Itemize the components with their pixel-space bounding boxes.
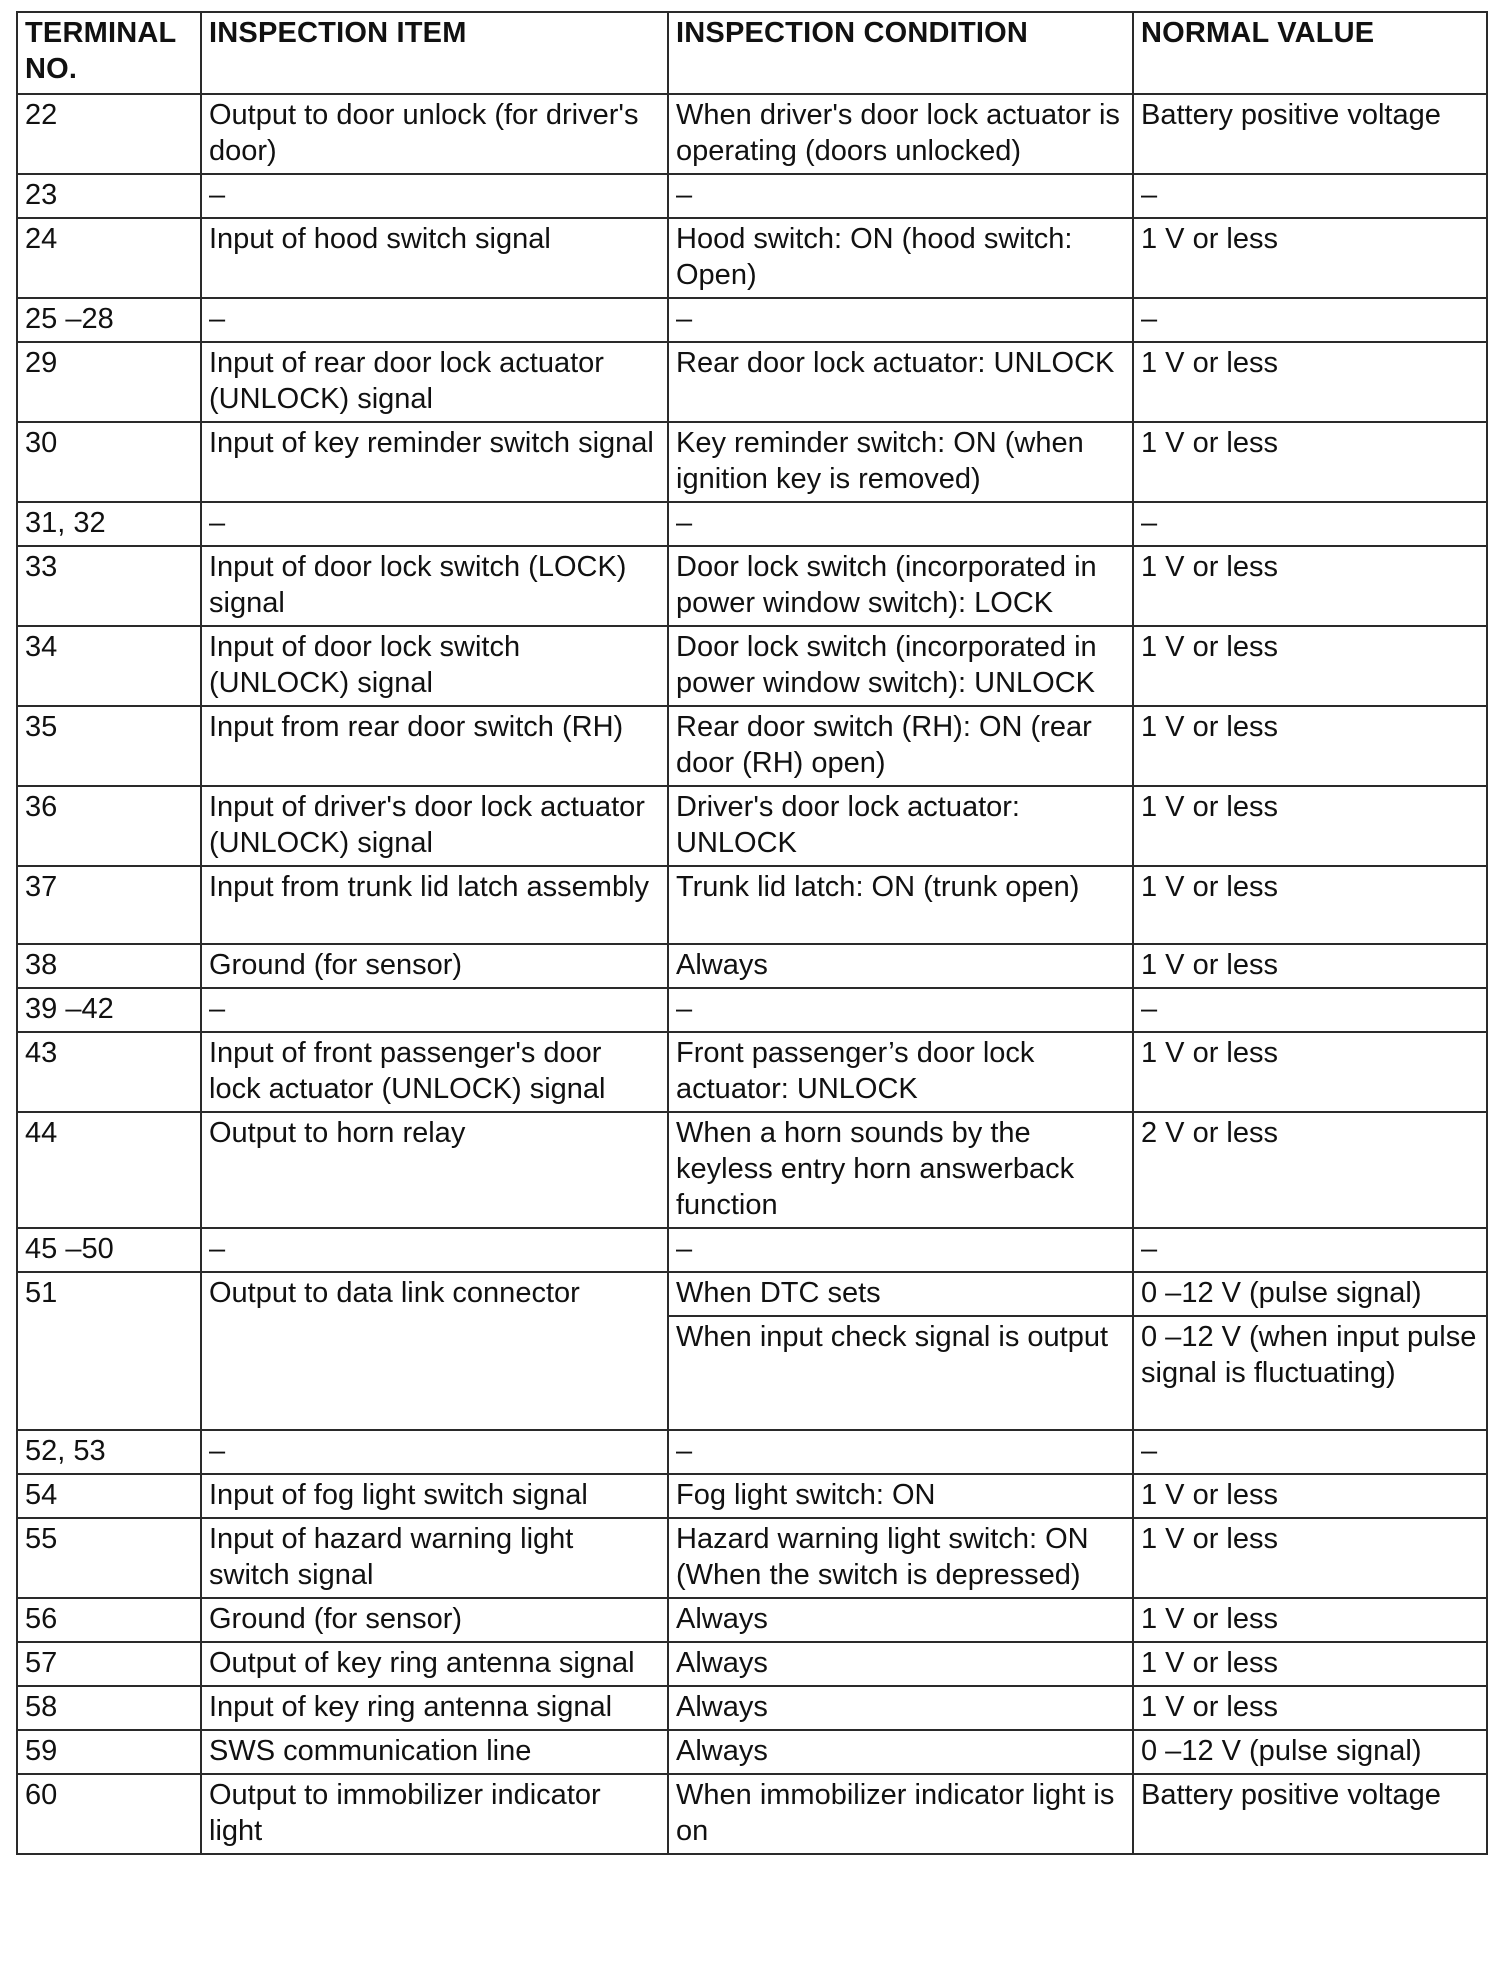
header-inspection-item: INSPECTION ITEM [201, 12, 668, 94]
table-row [17, 342, 1487, 422]
table-row [17, 546, 1487, 626]
terminal-no-cell: 45 –50 [17, 1228, 201, 1272]
terminal-no-cell: 33 [17, 546, 201, 626]
normal-value-cell: 1 V or less [1133, 1642, 1487, 1686]
normal-value-cell: – [1133, 1228, 1487, 1272]
terminal-inspection-table [16, 11, 1488, 1855]
normal-value-cell: – [1133, 174, 1487, 218]
normal-value-cell: 0 –12 V (pulse signal) [1133, 1272, 1487, 1316]
normal-value-cell: 1 V or less [1133, 1686, 1487, 1730]
table-row [17, 1474, 1487, 1518]
terminal-no-cell: 60 [17, 1774, 201, 1854]
normal-value-cell: 1 V or less [1133, 1032, 1487, 1112]
inspection-condition-cell: Hazard warning light switch: ON (When the switch is depressed) [668, 1518, 1133, 1598]
inspection-item-cell: – [201, 1430, 668, 1474]
terminal-no-cell: 23 [17, 174, 201, 218]
inspection-item-cell: Input of key ring antenna signal [201, 1686, 668, 1730]
inspection-condition-cell: Always [668, 1642, 1133, 1686]
terminal-no-cell: 43 [17, 1032, 201, 1112]
header-terminal-no: TERMINAL NO. [17, 12, 201, 94]
table-row [17, 1598, 1487, 1642]
table-row [17, 94, 1487, 174]
inspection-item-cell: Input of rear door lock actuator (UNLOCK) signal [201, 342, 668, 422]
table-row [17, 1112, 1487, 1228]
normal-value-cell: 1 V or less [1133, 422, 1487, 502]
inspection-item-cell: – [201, 1228, 668, 1272]
normal-value-cell: 1 V or less [1133, 944, 1487, 988]
inspection-item-cell: Input from rear door switch (RH) [201, 706, 668, 786]
inspection-item-cell: Output of key ring antenna signal [201, 1642, 668, 1686]
inspection-item-cell: – [201, 298, 668, 342]
normal-value-cell: 1 V or less [1133, 626, 1487, 706]
inspection-condition-cell: – [668, 988, 1133, 1032]
inspection-condition-cell: Always [668, 1686, 1133, 1730]
normal-value-cell: 1 V or less [1133, 342, 1487, 422]
inspection-condition-cell: When driver's door lock actuator is operating (doors unlocked) [668, 94, 1133, 174]
terminal-no-cell: 44 [17, 1112, 201, 1228]
table-row [17, 706, 1487, 786]
table-row [17, 218, 1487, 298]
table-row [17, 1272, 1487, 1316]
inspection-item-cell: – [201, 988, 668, 1032]
normal-value-cell: – [1133, 988, 1487, 1032]
table-body [17, 94, 1487, 1854]
inspection-condition-cell: Rear door switch (RH): ON (rear door (RH) open) [668, 706, 1133, 786]
inspection-condition-cell: – [668, 174, 1133, 218]
table-row [17, 1032, 1487, 1112]
inspection-condition-cell: Always [668, 1598, 1133, 1642]
normal-value-cell: 1 V or less [1133, 786, 1487, 866]
inspection-item-cell: Input of hazard warning light switch signal [201, 1518, 668, 1598]
inspection-condition-cell: Trunk lid latch: ON (trunk open) [668, 866, 1133, 944]
terminal-no-cell: 25 –28 [17, 298, 201, 342]
terminal-no-cell: 22 [17, 94, 201, 174]
normal-value-cell: 1 V or less [1133, 218, 1487, 298]
normal-value-cell: Battery positive voltage [1133, 1774, 1487, 1854]
terminal-no-cell: 37 [17, 866, 201, 944]
table-row [17, 944, 1487, 988]
terminal-no-cell: 29 [17, 342, 201, 422]
terminal-no-cell: 56 [17, 1598, 201, 1642]
inspection-condition-cell: When input check signal is output [668, 1316, 1133, 1430]
inspection-item-cell: Input of door lock switch (UNLOCK) signal [201, 626, 668, 706]
inspection-item-cell: Ground (for sensor) [201, 1598, 668, 1642]
inspection-condition-cell: – [668, 298, 1133, 342]
inspection-condition-cell: When DTC sets [668, 1272, 1133, 1316]
table-row [17, 1774, 1487, 1854]
inspection-item-cell: Input of key reminder switch signal [201, 422, 668, 502]
table-row [17, 786, 1487, 866]
inspection-condition-cell: Always [668, 1730, 1133, 1774]
table-row [17, 174, 1487, 218]
inspection-condition-cell: Hood switch: ON (hood switch: Open) [668, 218, 1133, 298]
table-row [17, 1228, 1487, 1272]
inspection-condition-cell: Fog light switch: ON [668, 1474, 1133, 1518]
table-row [17, 298, 1487, 342]
terminal-no-cell: 55 [17, 1518, 201, 1598]
normal-value-cell: Battery positive voltage [1133, 94, 1487, 174]
inspection-condition-cell: Door lock switch (incorporated in power window switch): LOCK [668, 546, 1133, 626]
inspection-item-cell: Output to horn relay [201, 1112, 668, 1228]
table-row [17, 626, 1487, 706]
table-row [17, 866, 1487, 944]
normal-value-cell: 1 V or less [1133, 1598, 1487, 1642]
terminal-no-cell: 51 [17, 1272, 201, 1430]
inspection-condition-cell: Key reminder switch: ON (when ignition key is removed) [668, 422, 1133, 502]
inspection-item-cell: Output to data link connector [201, 1272, 668, 1430]
inspection-item-cell: – [201, 502, 668, 546]
header-row [17, 12, 1487, 94]
table-row [17, 1642, 1487, 1686]
table-row [17, 988, 1487, 1032]
table-row [17, 1730, 1487, 1774]
table-row [17, 1686, 1487, 1730]
inspection-condition-cell: Driver's door lock actuator: UNLOCK [668, 786, 1133, 866]
terminal-no-cell: 30 [17, 422, 201, 502]
normal-value-cell: 1 V or less [1133, 1518, 1487, 1598]
inspection-item-cell: Input of door lock switch (LOCK) signal [201, 546, 668, 626]
normal-value-cell: – [1133, 298, 1487, 342]
terminal-no-cell: 34 [17, 626, 201, 706]
terminal-no-cell: 54 [17, 1474, 201, 1518]
normal-value-cell: 1 V or less [1133, 706, 1487, 786]
terminal-no-cell: 39 –42 [17, 988, 201, 1032]
terminal-no-cell: 38 [17, 944, 201, 988]
table-row [17, 502, 1487, 546]
normal-value-cell: – [1133, 1430, 1487, 1474]
document-page [16, 11, 1486, 1855]
terminal-no-cell: 59 [17, 1730, 201, 1774]
header-normal-value: NORMAL VALUE [1133, 12, 1487, 94]
inspection-condition-cell: Always [668, 944, 1133, 988]
terminal-no-cell: 31, 32 [17, 502, 201, 546]
inspection-condition-cell: When a horn sounds by the keyless entry horn answerback function [668, 1112, 1133, 1228]
table-row [17, 1430, 1487, 1474]
header-inspection-condition: INSPECTION CONDITION [668, 12, 1133, 94]
terminal-no-cell: 57 [17, 1642, 201, 1686]
inspection-item-cell: SWS communication line [201, 1730, 668, 1774]
inspection-item-cell: Output to immobilizer indicator light [201, 1774, 668, 1854]
inspection-item-cell: Input from trunk lid latch assembly [201, 866, 668, 944]
normal-value-cell: 1 V or less [1133, 1474, 1487, 1518]
inspection-item-cell: Input of front passenger's door lock actuator (UNLOCK) signal [201, 1032, 668, 1112]
normal-value-cell: 0 –12 V (pulse signal) [1133, 1730, 1487, 1774]
inspection-condition-cell: – [668, 1228, 1133, 1272]
inspection-item-cell: Output to door unlock (for driver's door) [201, 94, 668, 174]
inspection-item-cell: Input of driver's door lock actuator (UNLOCK) signal [201, 786, 668, 866]
terminal-no-cell: 58 [17, 1686, 201, 1730]
inspection-condition-cell: Front passenger’s door lock actuator: UNLOCK [668, 1032, 1133, 1112]
normal-value-cell: 0 –12 V (when input pulse signal is fluctuating) [1133, 1316, 1487, 1430]
terminal-no-cell: 36 [17, 786, 201, 866]
table-row [17, 1518, 1487, 1598]
table-header [17, 12, 1487, 94]
normal-value-cell: 1 V or less [1133, 866, 1487, 944]
inspection-item-cell: Input of fog light switch signal [201, 1474, 668, 1518]
table-row [17, 422, 1487, 502]
inspection-item-cell: Ground (for sensor) [201, 944, 668, 988]
inspection-item-cell: Input of hood switch signal [201, 218, 668, 298]
terminal-no-cell: 52, 53 [17, 1430, 201, 1474]
inspection-condition-cell: Rear door lock actuator: UNLOCK [668, 342, 1133, 422]
terminal-no-cell: 24 [17, 218, 201, 298]
normal-value-cell: – [1133, 502, 1487, 546]
terminal-no-cell: 35 [17, 706, 201, 786]
inspection-condition-cell: When immobilizer indicator light is on [668, 1774, 1133, 1854]
inspection-condition-cell: Door lock switch (incorporated in power window switch): UNLOCK [668, 626, 1133, 706]
normal-value-cell: 1 V or less [1133, 546, 1487, 626]
inspection-condition-cell: – [668, 502, 1133, 546]
inspection-condition-cell: – [668, 1430, 1133, 1474]
normal-value-cell: 2 V or less [1133, 1112, 1487, 1228]
inspection-item-cell: – [201, 174, 668, 218]
